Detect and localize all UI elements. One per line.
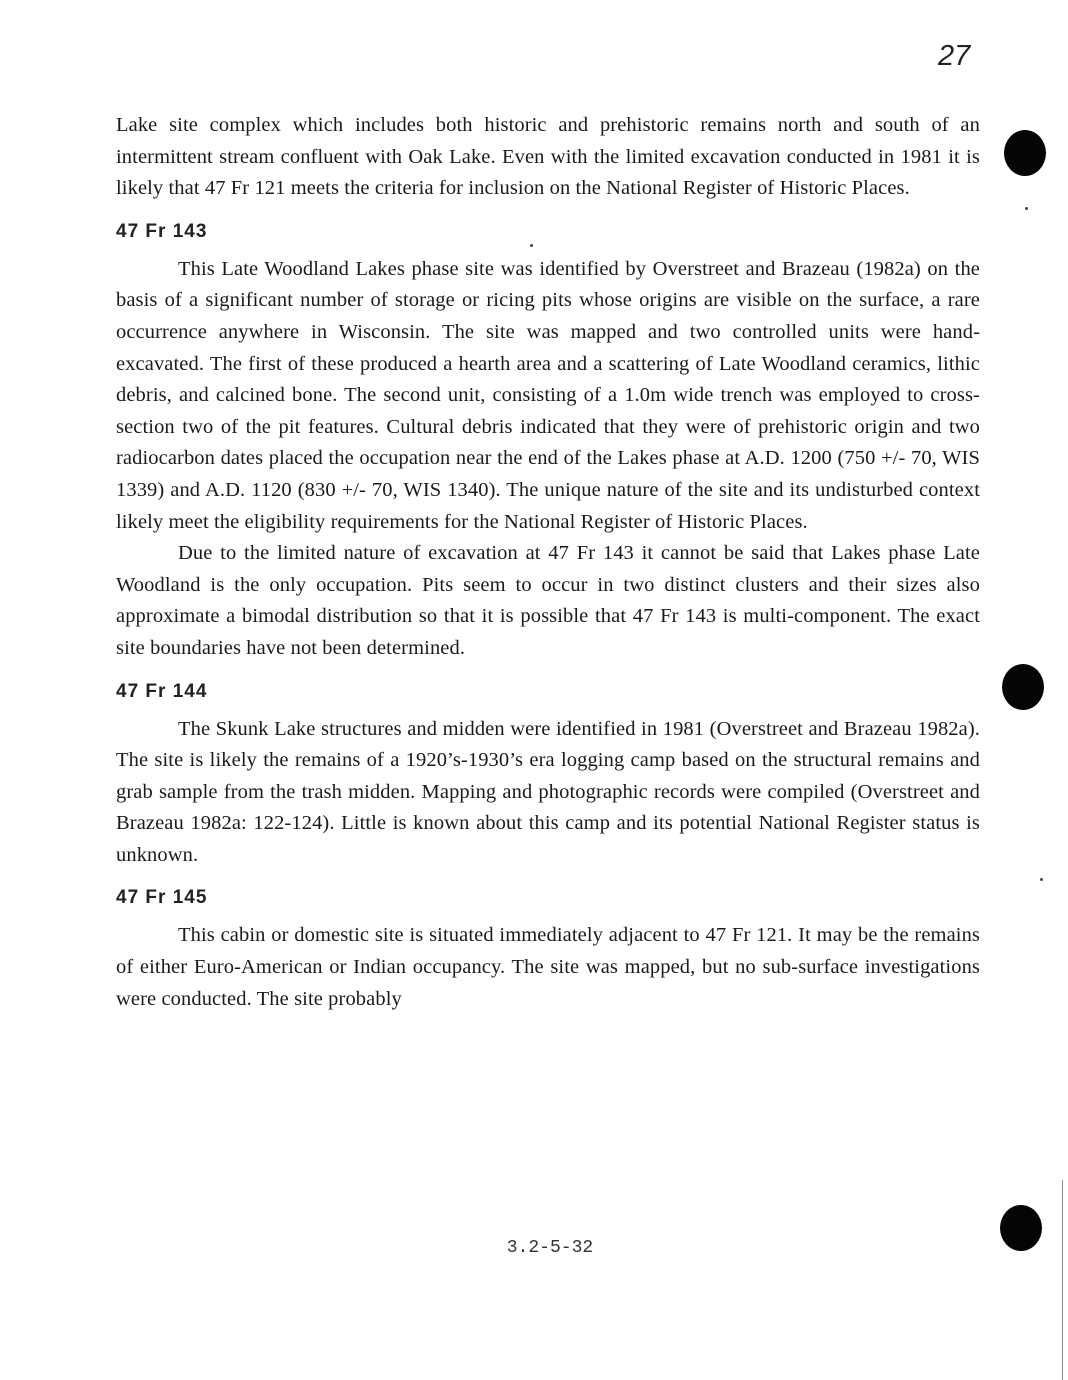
page-footer-code: 3.2-5-32 — [506, 1238, 594, 1258]
scan-speck — [1025, 207, 1028, 210]
page-number: 27 — [938, 40, 971, 72]
binder-hole-top — [1004, 130, 1046, 176]
page-edge-line — [1062, 1180, 1063, 1380]
document-body — [116, 110, 980, 1015]
section-heading-fr144: 47 Fr 144 — [116, 680, 208, 702]
binder-hole-middle — [1002, 664, 1044, 710]
fr145-paragraph-1: This cabin or domestic site is situated immediately adjacent to 47 Fr 121. It may be the remains of either Euro-American or Indian occupancy. The site was mapped, but no sub-surface investigations were conducted. The site probably — [116, 924, 980, 1010]
section-heading-fr145: 47 Fr 145 — [116, 887, 208, 909]
fr143-paragraph-1: This Late Woodland Lakes phase site was identified by Overstreet and Brazeau (1982a) on the basis of a significant number of storage or ricing pits whose origins are visible on the surface, a rare occurrence anywhere in Wisconsin. The site was mapped and two controlled units were hand-excavated. The first of these produced a hearth area and a scattering of Late Woodland ceramics, lithic debris, and calcined bone. The second unit, consisting of a 1.0m wide trench was employed to cross-section two of the pit features. Cultural debris indicated that they were of prehistoric origin and two radiocarbon dates placed the occupation near the end of the Lakes phase at A.D. 1200 (750 +/- 70, WIS 1339) and A.D. 1120 (830 +/- 70, WIS 1340). The unique nature of the site and its undisturbed context likely meet the eligibility requirements for the National Register of Historic Places. — [116, 257, 980, 533]
section-heading-fr143: 47 Fr 143 — [116, 220, 208, 242]
intro-paragraph: Lake site complex which includes both historic and prehistoric remains north and south of an intermittent stream confluent with Oak Lake. Even with the limited excavation conducted in 1981 it is likely that 47 Fr 121 meets the criteria for inclusion on the National Register of Historic Places. — [116, 114, 980, 200]
fr144-paragraph-1: The Skunk Lake structures and midden were identified in 1981 (Overstreet and Brazeau 1982a). The site is likely the remains of a 1920’s-1930’s era logging camp based on the structural remains and grab sample from the trash midden. Mapping and photographic records were compiled (Overstreet and Brazeau 1982a: 122-124). Little is known about this camp and its potential National Register status is unknown. — [116, 717, 980, 866]
scan-speck — [530, 244, 533, 247]
scan-speck — [1040, 878, 1043, 881]
binder-hole-bottom — [1000, 1205, 1042, 1251]
fr143-paragraph-2: Due to the limited nature of excavation at 47 Fr 143 it cannot be said that Lakes phase Late Woodland is the only occupation. Pits seem to occur in two distinct clusters and their sizes also approximate a bimodal distribution so that it is possible that 47 Fr 143 is multi-component. The exact site boundaries have not been determined. — [116, 542, 980, 659]
